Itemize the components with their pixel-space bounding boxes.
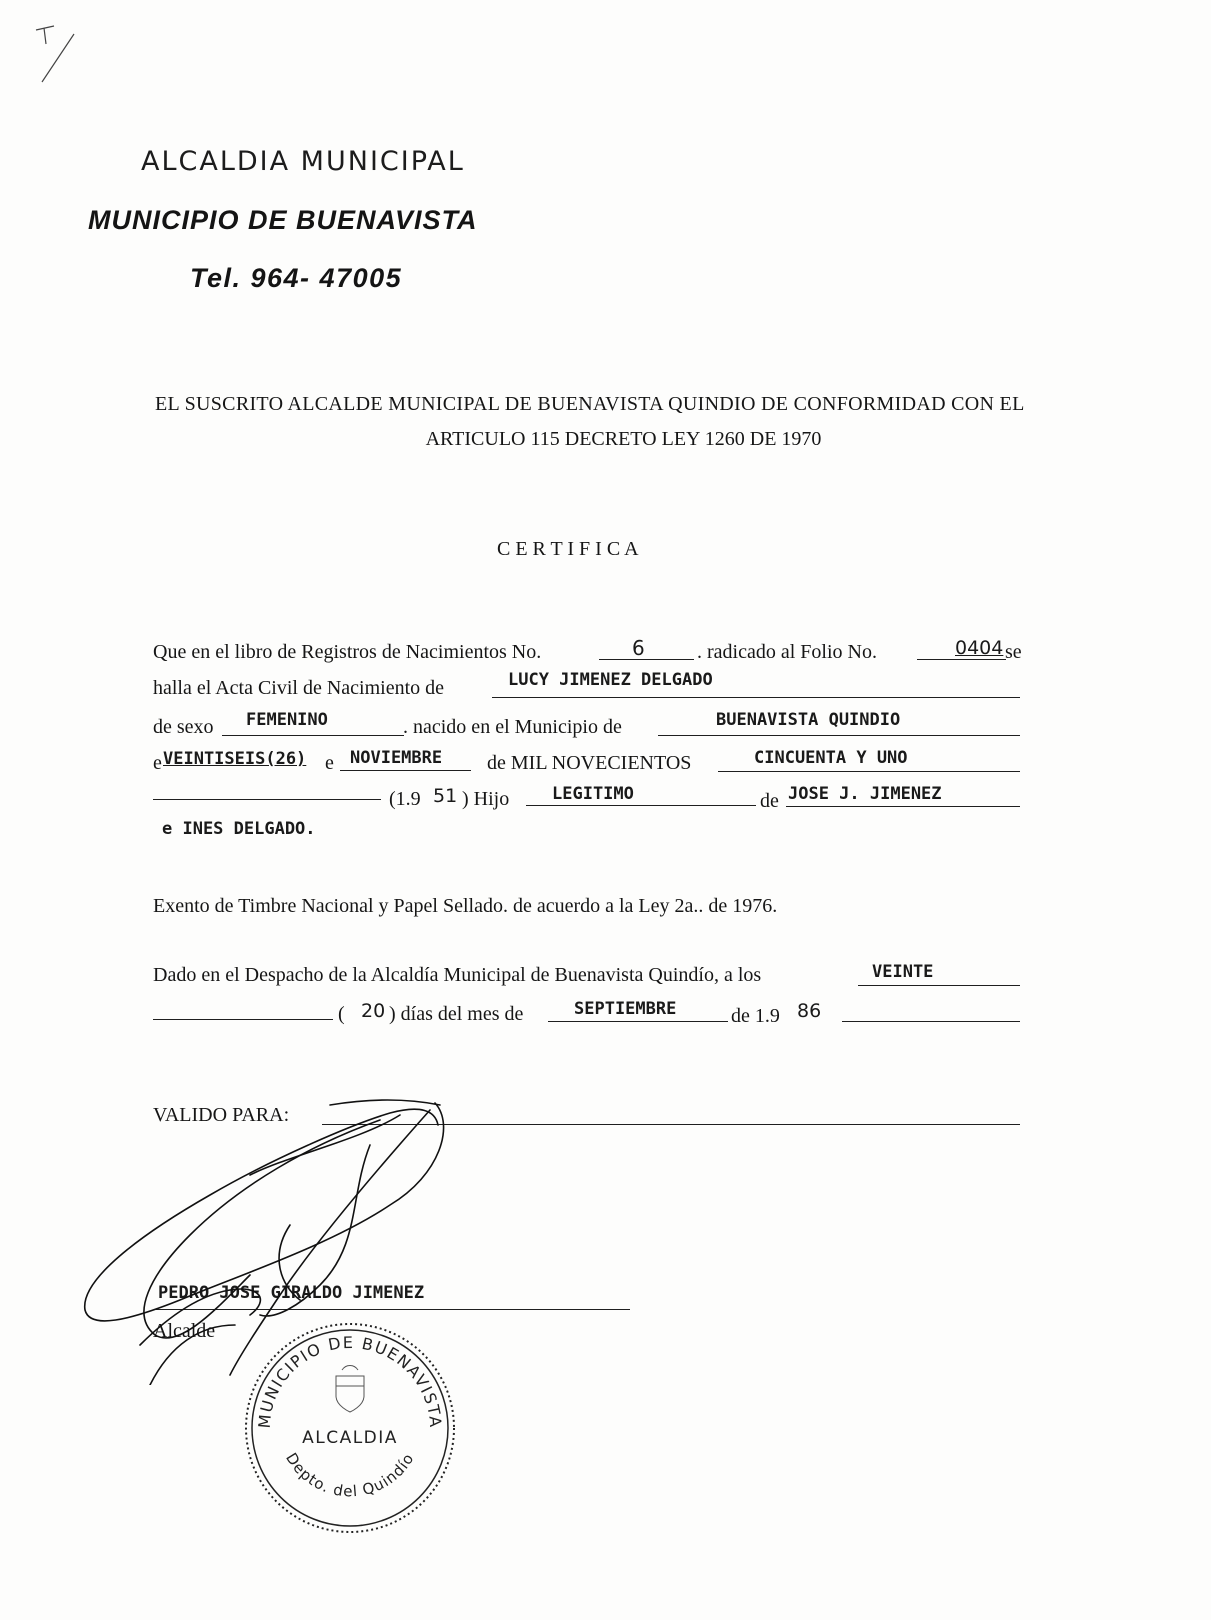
municipality-line xyxy=(658,735,1020,736)
body-row5-text-b: ) Hijo xyxy=(462,788,510,810)
birth-day-value: VEINTISEIS(26) xyxy=(163,749,307,769)
year-digits-value: 86 xyxy=(797,1000,822,1022)
body-row4-text-b: e xyxy=(325,752,334,774)
body-row1-text-c: se xyxy=(1005,641,1022,663)
body-row3-text-a: de sexo xyxy=(153,716,214,738)
certifica-heading: C E R T I F I C A xyxy=(497,538,639,560)
scan-corner-mark xyxy=(34,22,94,92)
body-row4-text-c: de MIL NOVECIENTOS xyxy=(487,752,692,774)
coat-of-arms-icon xyxy=(336,1366,364,1413)
issued-row2-text-b: ) días del mes de xyxy=(389,1003,524,1025)
body-row5-text-a: (1.9 xyxy=(389,788,421,810)
mother-value: e INES DELGADO. xyxy=(162,819,316,839)
birth-month-line xyxy=(340,770,471,771)
sex-line xyxy=(222,735,404,736)
exemption-text: Exento de Timbre Nacional y Papel Sellado. de acuerdo a la Ley 2a.. de 1976. xyxy=(153,895,778,917)
seal-center-text: ALCALDIA xyxy=(302,1428,398,1448)
letterhead-phone: Tel. 964- 47005 xyxy=(190,263,403,293)
preamble-line-1: EL SUSCRITO ALCALDE MUNICIPAL DE BUENAVISTA QUINDIO DE CONFORMIDAD CON EL xyxy=(155,393,1025,415)
signer-title: Alcalde xyxy=(153,1320,216,1342)
day-words-line xyxy=(858,985,1020,986)
book-no-line xyxy=(599,659,694,660)
folio-no-value: 0404 xyxy=(955,637,1004,659)
letterhead-municipality: MUNICIPIO DE BUENAVISTA xyxy=(88,205,478,235)
preamble-line-2: ARTICULO 115 DECRETO LEY 1260 DE 1970 xyxy=(425,428,822,450)
name-line xyxy=(492,697,1020,698)
letterhead-office: ALCALDIA MUNICIPAL xyxy=(141,146,465,177)
birth-year-words-value: CINCUENTA Y UNO xyxy=(754,748,908,768)
issued-row2-trailing-line xyxy=(842,1021,1020,1022)
day-digits-value: 20 xyxy=(361,1000,386,1022)
sex-value: FEMENINO xyxy=(246,710,328,730)
birth-month-value: NOVIEMBRE xyxy=(350,748,443,768)
folio-no-line xyxy=(917,659,1006,660)
father-line xyxy=(786,806,1020,807)
month-line xyxy=(548,1021,728,1022)
issued-row1-text: Dado en el Despacho de la Alcaldía Municipal de Buenavista Quindío, a los xyxy=(153,964,762,986)
issued-row2-text-a: ( xyxy=(338,1003,345,1025)
row5-leading-line xyxy=(153,799,381,800)
filiation-value: LEGITIMO xyxy=(552,784,634,804)
svg-text:Depto. del Quindío xyxy=(282,1450,418,1501)
body-row5-text-c: de xyxy=(760,790,779,812)
filiation-line xyxy=(526,805,756,806)
signer-name: PEDRO JOSE GIRALDO JIMENEZ xyxy=(158,1283,425,1303)
municipality-value: BUENAVISTA QUINDIO xyxy=(716,710,901,730)
month-value: SEPTIEMBRE xyxy=(574,999,677,1019)
book-no-value: 6 xyxy=(632,636,645,660)
seal-top-text: MUNICIPIO DE BUENAVISTA xyxy=(254,1332,446,1430)
body-row4-text-a: e xyxy=(153,752,162,774)
father-value: JOSE J. JIMENEZ xyxy=(788,784,942,804)
issued-row2-text-c: de 1.9 xyxy=(731,1005,780,1027)
body-row1-text-a: Que en el libro de Registros de Nacimientos No. xyxy=(153,641,542,663)
birth-year-digits: 51 xyxy=(433,785,458,807)
issued-row2-leading-line xyxy=(153,1019,333,1020)
body-row2-text: halla el Acta Civil de Nacimiento de xyxy=(153,677,445,699)
valid-for-label: VALIDO PARA: xyxy=(153,1104,290,1126)
municipal-seal xyxy=(240,1318,460,1538)
seal-bottom-text: Depto. del Quindío xyxy=(282,1449,418,1501)
body-row3-text-b: . nacido en el Municipio de xyxy=(403,716,622,738)
registrant-name: LUCY JIMENEZ DELGADO xyxy=(508,670,713,690)
birth-year-words-line xyxy=(718,771,1020,772)
body-row1-text-b: . radicado al Folio No. xyxy=(697,641,877,663)
day-words-value: VEINTE xyxy=(872,962,934,982)
